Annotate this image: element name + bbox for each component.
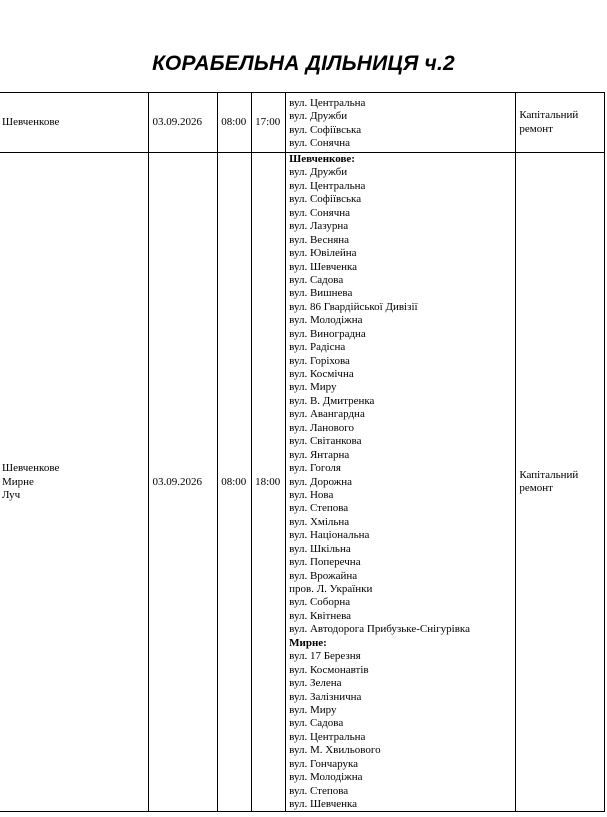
street-item: вул. Миру	[289, 703, 337, 716]
street-item: вул. Садова	[289, 717, 344, 730]
street-item: вул. Софіївська	[289, 123, 362, 136]
street-item: вул. Степова	[289, 502, 349, 515]
street-item: вул. 86 Гвардійської Дивізії	[289, 300, 418, 313]
settlements-cell	[0, 153, 149, 812]
street-item: вул. Шевченка	[289, 798, 358, 810]
street-item: вул. Центральна	[289, 179, 366, 192]
street-item: вул. Лазурна	[289, 220, 349, 233]
end-time-cell	[252, 93, 286, 153]
schedule-table	[0, 92, 605, 812]
street-item: вул. Центральна	[289, 96, 366, 109]
street-item: вул. Вишнева	[289, 287, 353, 300]
street-item: вул. Космічна	[289, 368, 354, 380]
settlement-name: Луч	[2, 488, 21, 501]
street-item: вул. Світанкова	[289, 435, 362, 448]
street-item: вул. Врожайна	[289, 569, 358, 582]
street-item: вул. Садова	[289, 273, 344, 286]
street-item: вул. Хмільна	[289, 515, 350, 528]
reason-cell	[516, 153, 605, 812]
street-item: вул. Молодіжна	[289, 314, 363, 327]
end-time: 18:00	[255, 475, 281, 488]
street-item: вул. Авангардна	[289, 408, 365, 421]
street-item: вул. Янтарна	[289, 448, 350, 461]
street-item: вул. Залізнична	[289, 690, 362, 703]
date-value: 03.09.2026	[152, 115, 202, 128]
street-item: вул. Центральна	[289, 730, 366, 743]
start-time: 08:00	[221, 115, 247, 128]
street-item: вул. Космонавтів	[289, 663, 369, 676]
start-time-cell	[218, 93, 252, 153]
street-item: вул. Весняна	[289, 233, 350, 246]
street-item: вул. Нова	[289, 488, 334, 501]
reason-text: ремонт	[519, 482, 553, 495]
start-time: 08:00	[221, 475, 247, 488]
street-item: вул. Шкільна	[289, 542, 351, 555]
street-item: вул. Сонячна	[289, 206, 351, 219]
street-item: вул. Гоголя	[289, 462, 341, 475]
settlement-name: Шевченкове	[2, 462, 60, 475]
street-item: вул. Соборна	[289, 596, 351, 609]
date-cell	[149, 93, 218, 153]
street-item: вул. Національна	[289, 529, 370, 542]
street-item: вул. Радісна	[289, 341, 346, 354]
street-item: вул. Поперечна	[289, 556, 361, 569]
street-item: вул. Зелена	[289, 677, 342, 690]
settlements-cell	[0, 93, 149, 153]
street-item: вул. Миру	[289, 381, 337, 394]
page-title: КОРАБЕЛЬНА ДІЛЬНИЦЯ ч.2	[152, 52, 455, 75]
reason-text: Капітальний	[519, 109, 579, 122]
date-value: 03.09.2026	[152, 475, 202, 488]
street-item: вул. Дружби	[289, 110, 348, 123]
end-time: 17:00	[255, 115, 281, 128]
street-item: вул. Молодіжна	[289, 771, 363, 784]
street-item: вул. 17 Березня	[289, 650, 361, 663]
reason-text: Капітальний	[519, 468, 579, 481]
start-time-cell	[218, 153, 252, 812]
end-time-cell	[252, 153, 286, 812]
street-item: вул. Квітнева	[289, 609, 352, 622]
streets-cell	[286, 93, 516, 153]
reason-text: ремонт	[519, 122, 553, 135]
reason-cell	[516, 93, 605, 153]
street-item: вул. Дружби	[289, 166, 348, 179]
settlement-group-heading: Мирне:	[289, 636, 327, 649]
street-item: вул. Дорожна	[289, 475, 353, 488]
street-item: вул. Виноградна	[289, 327, 366, 340]
street-item: вул. М. Хвильового	[289, 744, 381, 757]
settlement-name: Шевченкове	[2, 115, 60, 128]
street-item: вул. Софіївська	[289, 193, 362, 206]
street-item: вул. Сонячна	[289, 136, 351, 149]
street-item: вул. Ювілейна	[289, 247, 357, 260]
street-item: вул. Автодорога Прибузьке-Снігурівка	[289, 623, 470, 636]
schedule-body	[0, 93, 605, 812]
street-item: вул. Горіхова	[289, 354, 350, 367]
date-cell	[149, 153, 218, 812]
street-item: вул. Шевченка	[289, 260, 358, 273]
table-row	[0, 93, 605, 153]
street-item: пров. Л. Українки	[289, 583, 373, 595]
street-item: вул. Степова	[289, 784, 349, 797]
settlement-group-heading: Шевченкове:	[289, 153, 355, 165]
settlement-name: Мирне	[2, 475, 34, 488]
table-row	[0, 153, 605, 812]
street-item: вул. Гончарука	[289, 757, 359, 770]
street-item: вул. В. Дмитренка	[289, 394, 375, 407]
street-item: вул. Ланового	[289, 421, 355, 434]
streets-cell	[286, 153, 516, 812]
